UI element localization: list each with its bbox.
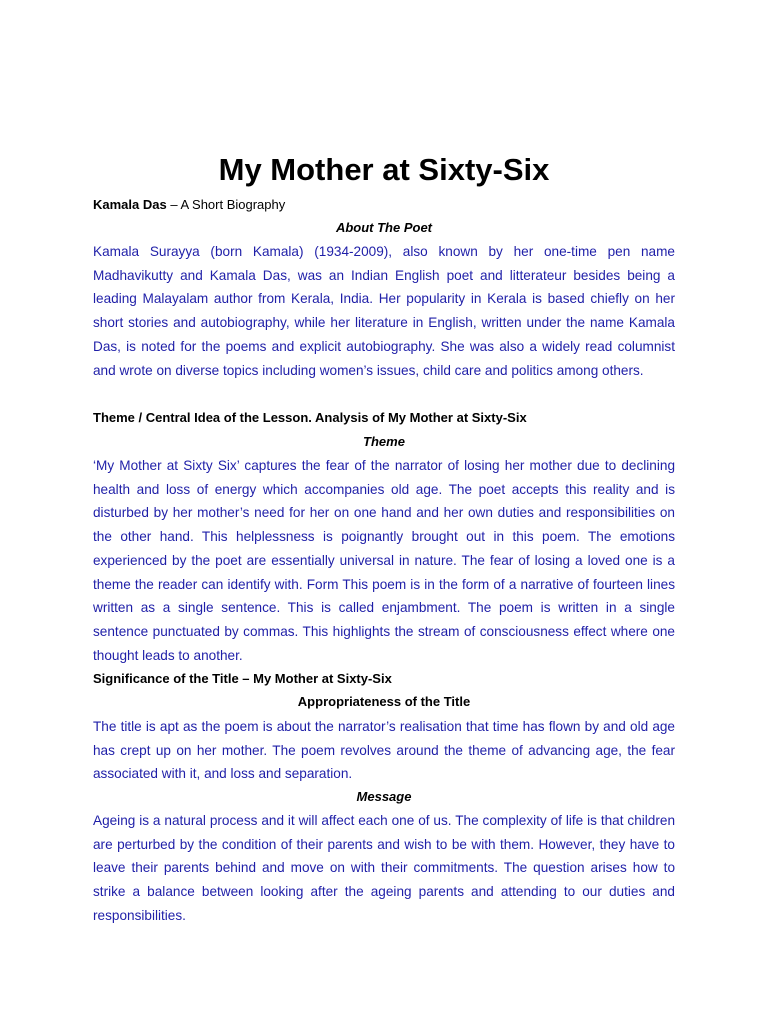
- biography-label: – A Short Biography: [166, 197, 286, 212]
- poet-name: Kamala Das: [93, 197, 167, 212]
- theme-section-title: Theme / Central Idea of the Lesson. Analysis of My Mother at Sixty-Six: [93, 410, 527, 425]
- message-heading: Message: [356, 789, 412, 804]
- message-paragraph: Ageing is a natural process and it will affect each one of us. The complexity of life is that children are perturbed by the condition of their parents and wish to be with them. However, they have to leave their parents behind and move on with their commitments. The question arises how to strike a balance between looking after the ageing parents and attending to our duties and responsibilities.: [93, 813, 675, 923]
- appropriateness-heading: Appropriateness of the Title: [297, 694, 471, 709]
- page-title: My Mother at Sixty-Six: [218, 152, 550, 187]
- theme-heading: Theme: [363, 434, 405, 449]
- appropriateness-paragraph: The title is apt as the poem is about the narrator’s realisation that time has flown by and old age has crept up on her mother. The poem revolves around the theme of advancing age, the fear associated with it, and loss and separation.: [93, 719, 675, 782]
- significance-title: Significance of the Title – My Mother at Sixty-Six: [93, 671, 392, 686]
- theme-paragraph: ‘My Mother at Sixty Six’ captures the fear of the narrator of losing her mother due to declining health and loss of energy which accompanies old age. The poet accepts this reality and is disturbed by her mother’s need for her on one hand and her own duties and responsibilities on the other hand. This helplessness is poignantly brought out in this poem. The emotions experienced by the poet are essentially universal in nature. The fear of losing a loved one is a theme the reader can identify with. Form This poem is in the form of a narrative of fourteen lines written as a single sentence. This is called enjambment. The poem is written in a single sentence punctuated by commas. This highlights the stream of consciousness effect where one thought leads to another.: [93, 458, 675, 663]
- about-heading: About The Poet: [335, 220, 433, 235]
- biography-line: [93, 195, 675, 215]
- about-paragraph: Kamala Surayya (born Kamala) (1934-2009), also known by her one-time pen name Madhavikutty and Kamala Das, was an Indian English poet and litterateur besides being a leading Malayalam author from Kerala, India. Her popularity in Kerala is based chiefly on her short stories and autobiography, while her literature in English, written under the name Kamala Das, is noted for the poems and explicit autobiography. She was also a widely read columnist and wrote on diverse topics including women’s issues, child care and politics among others.: [93, 244, 675, 378]
